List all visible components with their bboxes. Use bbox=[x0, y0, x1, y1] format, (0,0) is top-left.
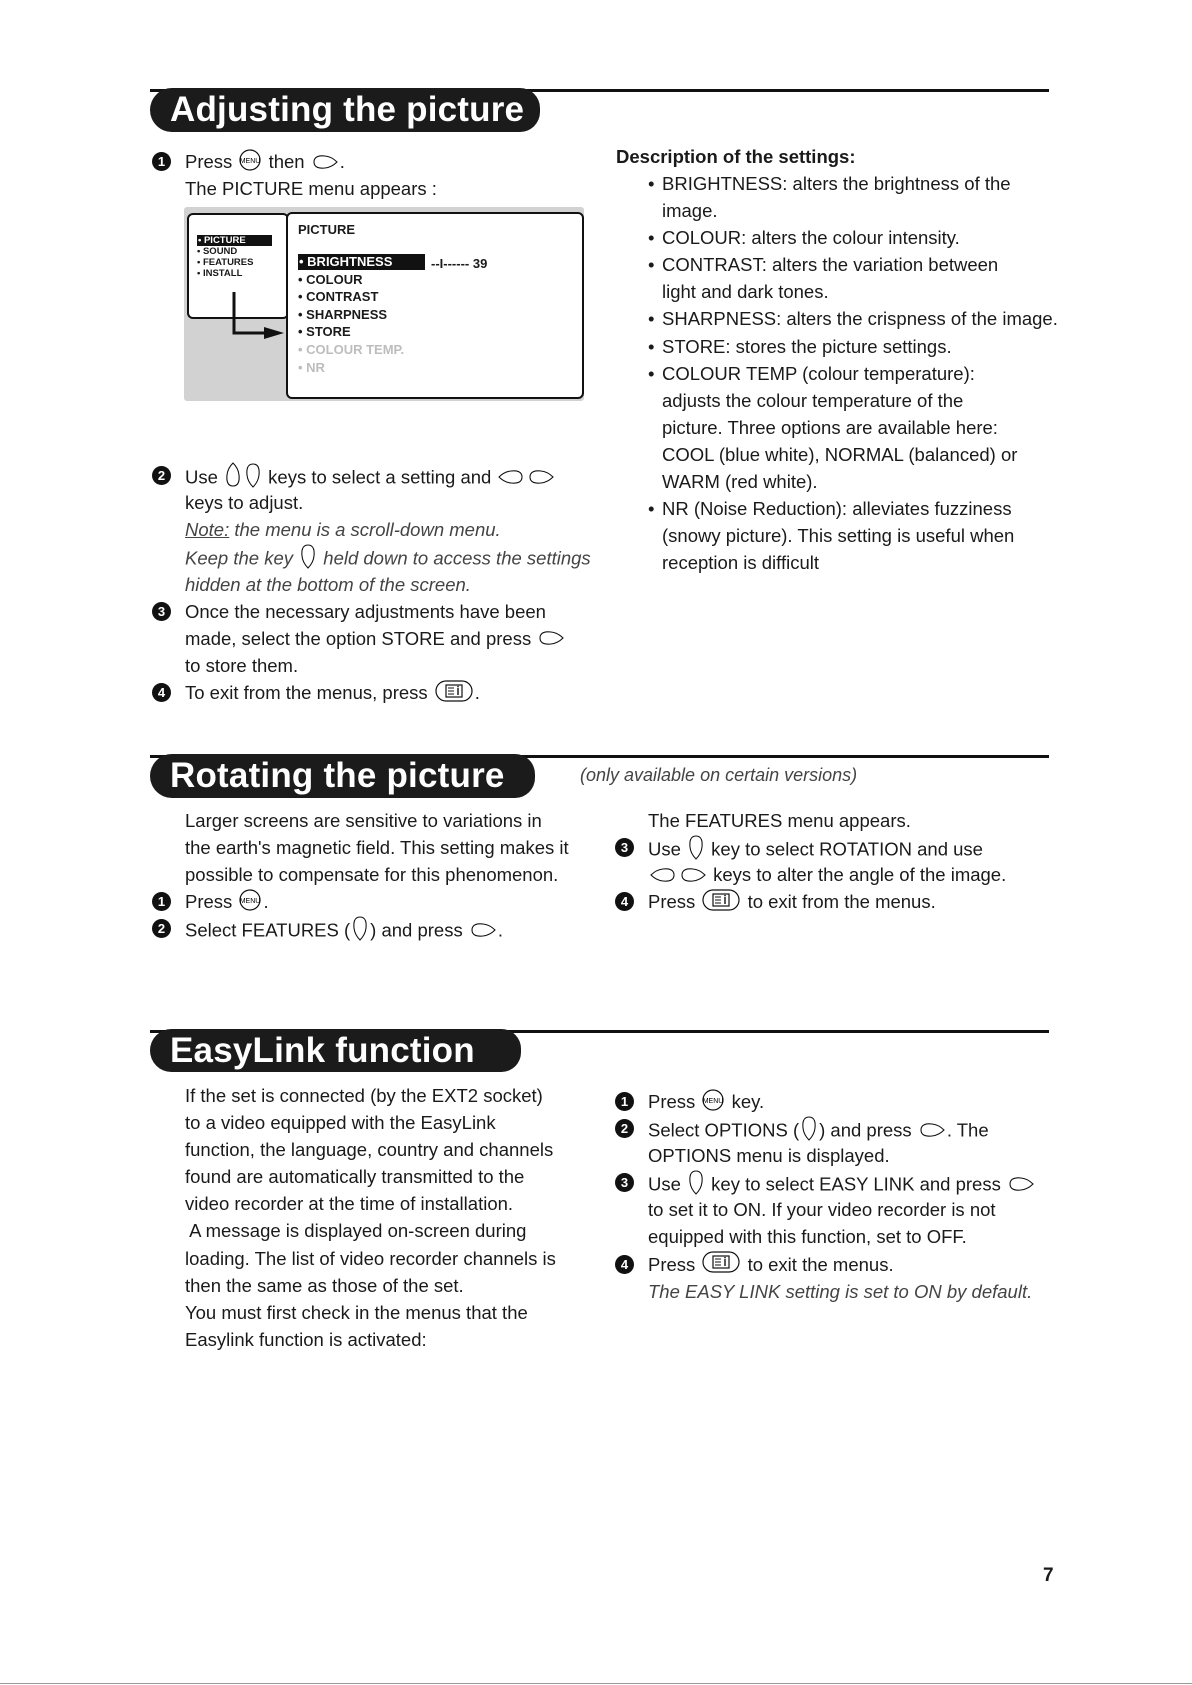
page-number: 7 bbox=[1043, 1565, 1054, 1586]
bullet: • bbox=[648, 362, 655, 384]
text-line bbox=[185, 861, 569, 888]
text: found are automatically transmitted to the bbox=[185, 1166, 525, 1188]
text-line bbox=[620, 1251, 1036, 1278]
text-line bbox=[662, 468, 1058, 495]
text: Press bbox=[185, 151, 238, 172]
text-line bbox=[185, 1245, 556, 1272]
text: hidden at the bottom of the screen. bbox=[185, 573, 471, 595]
text: Use bbox=[185, 466, 224, 488]
text-line bbox=[185, 1109, 556, 1136]
text: You must first check in the menus that the bbox=[185, 1301, 528, 1323]
right-key-icon bbox=[470, 918, 496, 945]
text: Press bbox=[648, 1253, 701, 1275]
step-number: 4 bbox=[615, 1255, 634, 1274]
text: light and dark tones. bbox=[662, 281, 829, 303]
right-key-icon bbox=[312, 150, 338, 177]
submenu-item: • CONTRAST bbox=[298, 289, 379, 305]
right-key-icon bbox=[538, 626, 564, 653]
picture-menu-illustration bbox=[184, 207, 584, 401]
step-number: 3 bbox=[152, 602, 171, 621]
text: COLOUR TEMP (colour temperature): bbox=[662, 362, 975, 384]
text-line bbox=[648, 1278, 1036, 1305]
text: Select OPTIONS ( bbox=[648, 1119, 800, 1141]
text: ) and press bbox=[370, 919, 468, 941]
text: loading. The list of video recorder channels is bbox=[185, 1247, 556, 1269]
text: Larger screens are sensitive to variations in bbox=[185, 810, 542, 831]
text-line bbox=[648, 360, 1058, 387]
right-key-icon bbox=[680, 863, 706, 890]
text: Keep the key bbox=[185, 547, 299, 569]
text: ) and press bbox=[819, 1119, 917, 1141]
text: reception is difficult bbox=[662, 552, 819, 574]
text: Use bbox=[648, 1173, 687, 1195]
text: A message is displayed on-screen during bbox=[185, 1220, 527, 1242]
main-menu-item: • SOUND bbox=[197, 246, 238, 257]
down-key-icon bbox=[352, 915, 368, 948]
settings-heading: Description of the settings: bbox=[616, 146, 856, 167]
text: . bbox=[263, 891, 269, 913]
text: then the same as those of the set. bbox=[185, 1274, 464, 1296]
text-line bbox=[648, 807, 1006, 834]
text: Press bbox=[648, 891, 701, 913]
right-key-icon bbox=[528, 465, 554, 492]
text-line bbox=[185, 1163, 556, 1190]
text-line bbox=[185, 571, 591, 598]
text: Press bbox=[185, 891, 238, 913]
text-line bbox=[620, 1088, 1036, 1115]
text: held down to access the settings bbox=[318, 547, 591, 569]
text-line bbox=[648, 495, 1058, 522]
section-title-rotating: Rotating the picture bbox=[150, 754, 535, 798]
text: OPTIONS menu is displayed. bbox=[648, 1145, 890, 1167]
text-line bbox=[185, 652, 591, 679]
section-title-easylink: EasyLink function bbox=[150, 1029, 521, 1072]
text: The EASY LINK setting is set to ON by default. bbox=[648, 1280, 1033, 1302]
text-line bbox=[648, 251, 1058, 278]
text: video recorder at the time of installation. bbox=[185, 1193, 514, 1215]
bullet: • bbox=[648, 227, 655, 249]
main-menu-item: • FEATURES bbox=[197, 257, 254, 268]
text-line bbox=[662, 414, 1058, 441]
right-key-icon bbox=[919, 1118, 945, 1145]
text: . bbox=[339, 151, 345, 172]
text: function, the language, country and channels bbox=[185, 1139, 554, 1161]
text-line bbox=[648, 224, 1058, 251]
text-line bbox=[185, 1190, 556, 1217]
text: If the set is connected (by the EXT2 socket) bbox=[185, 1085, 543, 1106]
text-line bbox=[620, 1169, 1036, 1196]
text: COLOUR: alters the colour intensity. bbox=[662, 227, 960, 249]
teletext-key-icon bbox=[435, 680, 473, 709]
submenu-item: • SHARPNESS bbox=[298, 306, 388, 322]
availability-note: (only available on certain versions) bbox=[580, 765, 858, 785]
step-number: 1 bbox=[615, 1092, 634, 1111]
text-line bbox=[620, 1115, 1036, 1142]
text-line bbox=[648, 305, 1058, 332]
rotate-right bbox=[620, 807, 1007, 915]
text: the earth's magnetic field. This setting makes it bbox=[185, 837, 569, 859]
text: . bbox=[474, 681, 480, 703]
text-line bbox=[662, 522, 1058, 549]
easylink-left bbox=[185, 1082, 556, 1353]
bullet: • bbox=[648, 173, 655, 194]
text: NR (Noise Reduction): alleviates fuzziness bbox=[662, 498, 1012, 520]
left-key-icon bbox=[498, 465, 524, 492]
text: Press bbox=[648, 1091, 701, 1112]
text: then bbox=[263, 151, 310, 172]
text-line bbox=[185, 1326, 556, 1353]
svg-text:MENU: MENU bbox=[240, 157, 261, 165]
text: made, select the option STORE and press bbox=[185, 627, 537, 649]
brightness-slider: --I------ 39 bbox=[431, 256, 488, 271]
text: equipped with this function, set to OFF. bbox=[648, 1226, 967, 1248]
step-number: 2 bbox=[152, 919, 171, 938]
submenu-title: PICTURE bbox=[298, 222, 356, 237]
text: BRIGHTNESS: alters the brightness of the bbox=[662, 173, 1011, 194]
text: to exit the menus. bbox=[742, 1253, 894, 1275]
text-line bbox=[648, 1223, 1036, 1250]
text: adjusts the colour temperature of the bbox=[662, 389, 964, 411]
text-line bbox=[185, 1136, 556, 1163]
text: key to select ROTATION and use bbox=[706, 838, 983, 860]
text: key. bbox=[726, 1091, 765, 1112]
text-line bbox=[648, 333, 1058, 360]
text: . The bbox=[946, 1119, 989, 1141]
text-line bbox=[185, 1299, 556, 1326]
step-number: 4 bbox=[615, 892, 634, 911]
step-number: 3 bbox=[615, 1173, 634, 1192]
step-number: 3 bbox=[615, 838, 634, 857]
bullet: • bbox=[648, 308, 655, 330]
note-label: Note: bbox=[185, 519, 230, 541]
text-line bbox=[185, 1272, 556, 1299]
text-line bbox=[185, 807, 569, 834]
menu-key-icon bbox=[702, 1089, 724, 1118]
text-line bbox=[185, 516, 591, 543]
text-line bbox=[648, 861, 1006, 888]
right-key-icon bbox=[1008, 1172, 1034, 1199]
bullet: • bbox=[648, 335, 655, 357]
text: Once the necessary adjustments have been bbox=[185, 600, 546, 622]
main-menu-item: • INSTALL bbox=[197, 268, 243, 279]
text: to set it to ON. If your video recorder is not bbox=[648, 1199, 996, 1221]
page-bottom-rule bbox=[0, 1683, 1192, 1684]
bullet: • bbox=[648, 498, 655, 520]
section-title-adjusting: Adjusting the picture bbox=[150, 88, 540, 132]
text: image. bbox=[662, 200, 718, 222]
text: Use bbox=[648, 838, 687, 860]
text-line bbox=[620, 834, 1006, 861]
text-line bbox=[662, 549, 1058, 576]
text-line bbox=[185, 1217, 556, 1244]
text: COOL (blue white), NORMAL (balanced) or bbox=[662, 443, 1018, 465]
main-menu-item: • PICTURE bbox=[197, 235, 272, 246]
text-line bbox=[662, 278, 1058, 305]
text: keys to select a setting and bbox=[263, 466, 497, 488]
text: CONTRAST: alters the variation between bbox=[662, 254, 999, 276]
submenu-item: • STORE bbox=[298, 324, 351, 340]
text: . bbox=[497, 919, 503, 941]
text-line bbox=[185, 543, 591, 570]
text-line bbox=[648, 1142, 1036, 1169]
step-number: 2 bbox=[615, 1119, 634, 1138]
text-line bbox=[157, 915, 569, 942]
bullet: • bbox=[648, 254, 655, 276]
text: The PICTURE menu appears : bbox=[185, 178, 437, 200]
text: Select FEATURES ( bbox=[185, 919, 351, 941]
text-line bbox=[662, 441, 1058, 468]
rotate-left bbox=[157, 807, 569, 942]
step-number: 4 bbox=[152, 683, 171, 702]
text: possible to compensate for this phenomenon. bbox=[185, 864, 559, 886]
text: keys to alter the angle of the image. bbox=[708, 864, 1007, 886]
text: the menu is a scroll-down menu. bbox=[229, 519, 501, 541]
text-line bbox=[157, 598, 591, 625]
menu-key-icon bbox=[239, 149, 261, 178]
submenu-item: • NR bbox=[298, 359, 325, 375]
text: picture. Three options are available here: bbox=[662, 416, 998, 438]
step-number: 1 bbox=[152, 892, 171, 911]
text: key to select EASY LINK and press bbox=[706, 1173, 1006, 1195]
menu-key-icon bbox=[239, 889, 261, 918]
text-line bbox=[185, 834, 569, 861]
text: The FEATURES menu appears. bbox=[648, 810, 911, 831]
left-key-icon bbox=[650, 863, 676, 890]
text: SHARPNESS: alters the crispness of the image. bbox=[662, 308, 1058, 330]
text: To exit from the menus, press bbox=[185, 681, 433, 703]
text-line bbox=[157, 888, 569, 915]
text-line bbox=[620, 888, 1006, 915]
text: to store them. bbox=[185, 654, 299, 676]
text: keys to adjust. bbox=[185, 492, 304, 514]
svg-text:MENU: MENU bbox=[240, 897, 261, 905]
text: STORE: stores the picture settings. bbox=[662, 335, 952, 357]
text-line bbox=[648, 1196, 1036, 1223]
text-line bbox=[157, 148, 591, 175]
text: Easylink function is activated: bbox=[185, 1328, 427, 1350]
text-line bbox=[185, 625, 591, 652]
text-line bbox=[157, 679, 591, 706]
step-number: 1 bbox=[152, 152, 171, 171]
submenu-item: • BRIGHTNESS bbox=[298, 254, 425, 270]
text: to a video equipped with the EasyLink bbox=[185, 1112, 496, 1134]
text-line bbox=[648, 170, 1058, 197]
settings-descriptions bbox=[648, 170, 1058, 576]
teletext-key-icon bbox=[702, 1251, 740, 1280]
text-line bbox=[185, 489, 591, 516]
text-line bbox=[185, 1082, 556, 1109]
easylink-right bbox=[620, 1088, 1036, 1305]
text: WARM (red white). bbox=[662, 471, 818, 493]
text-line bbox=[157, 462, 591, 489]
svg-text:MENU: MENU bbox=[703, 1097, 724, 1105]
submenu-item: • COLOUR TEMP. bbox=[298, 342, 405, 357]
text-line bbox=[185, 175, 591, 202]
submenu-item: • COLOUR bbox=[298, 271, 363, 287]
text: to exit from the menus. bbox=[742, 891, 936, 913]
teletext-key-icon bbox=[702, 889, 740, 918]
text: (snowy picture). This setting is useful when bbox=[662, 525, 1015, 547]
text-line bbox=[662, 387, 1058, 414]
step-number: 2 bbox=[152, 466, 171, 485]
picture-submenu-box bbox=[286, 212, 584, 399]
text-line bbox=[662, 197, 1058, 224]
